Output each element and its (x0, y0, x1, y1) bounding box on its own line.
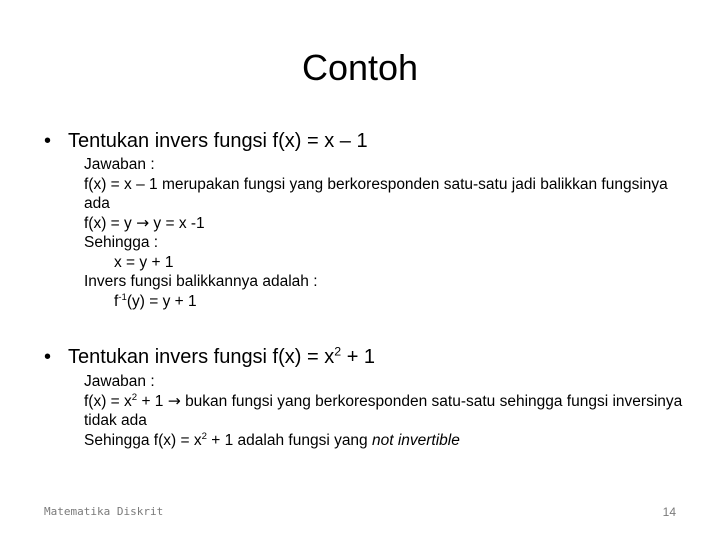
expression (84, 292, 684, 312)
bullet-item-1 (44, 128, 368, 154)
bullet-heading: + 1 (341, 346, 376, 368)
expression: x = y + 1 (114, 253, 174, 271)
footer-course-name: Matematika Diskrit (44, 505, 164, 518)
emphasis-text: not invertible (371, 431, 460, 449)
answer-text (84, 392, 684, 431)
answer-text (84, 431, 684, 451)
bullet-marker: • (44, 346, 52, 368)
bullet-heading: Tentukan invers fungsi f(x) = x – 1 (68, 130, 368, 152)
answer-label: Jawaban : (84, 156, 155, 173)
expression: + 1 adalah fungsi yang (206, 431, 372, 449)
function-name: f (114, 292, 119, 310)
answer-block-1 (84, 155, 684, 311)
expression: (y) = y + 1 (126, 292, 197, 310)
answer-block-2 (84, 372, 684, 450)
arrow-right-icon: → (167, 391, 181, 410)
answer-label: Jawaban : (84, 373, 155, 390)
exponent: 2 (131, 391, 138, 403)
page-number: 14 (662, 505, 676, 519)
slide-title: Contoh (301, 47, 419, 88)
bullet-item-2 (44, 344, 375, 370)
expression: f(x) = y (84, 214, 132, 232)
answer-text: bukan fungsi yang berkoresponden satu-satu sehingga fungsi inversinya tidak ada (84, 392, 683, 429)
answer-text: f(x) = x – 1 merupakan fungsi yang berkoresponden satu-satu jadi balikkan fungsinya ada (84, 175, 668, 212)
answer-text: Invers fungsi balikkannya adalah : (84, 273, 318, 290)
inverse-exponent: -1 (118, 291, 127, 303)
expression: Sehingga f(x) = x (84, 431, 202, 449)
bullet-heading: Tentukan invers fungsi f(x) = x (68, 346, 335, 368)
arrow-right-icon: → (136, 213, 150, 232)
answer-text: Sehingga : (84, 234, 159, 251)
exponent: 2 (201, 430, 207, 442)
expression: f(x) = x (84, 392, 132, 410)
expression: + 1 (137, 392, 164, 410)
answer-text (84, 214, 684, 234)
expression: y = x -1 (153, 214, 205, 232)
bullet-marker: • (44, 130, 52, 152)
exponent: 2 (334, 344, 342, 359)
